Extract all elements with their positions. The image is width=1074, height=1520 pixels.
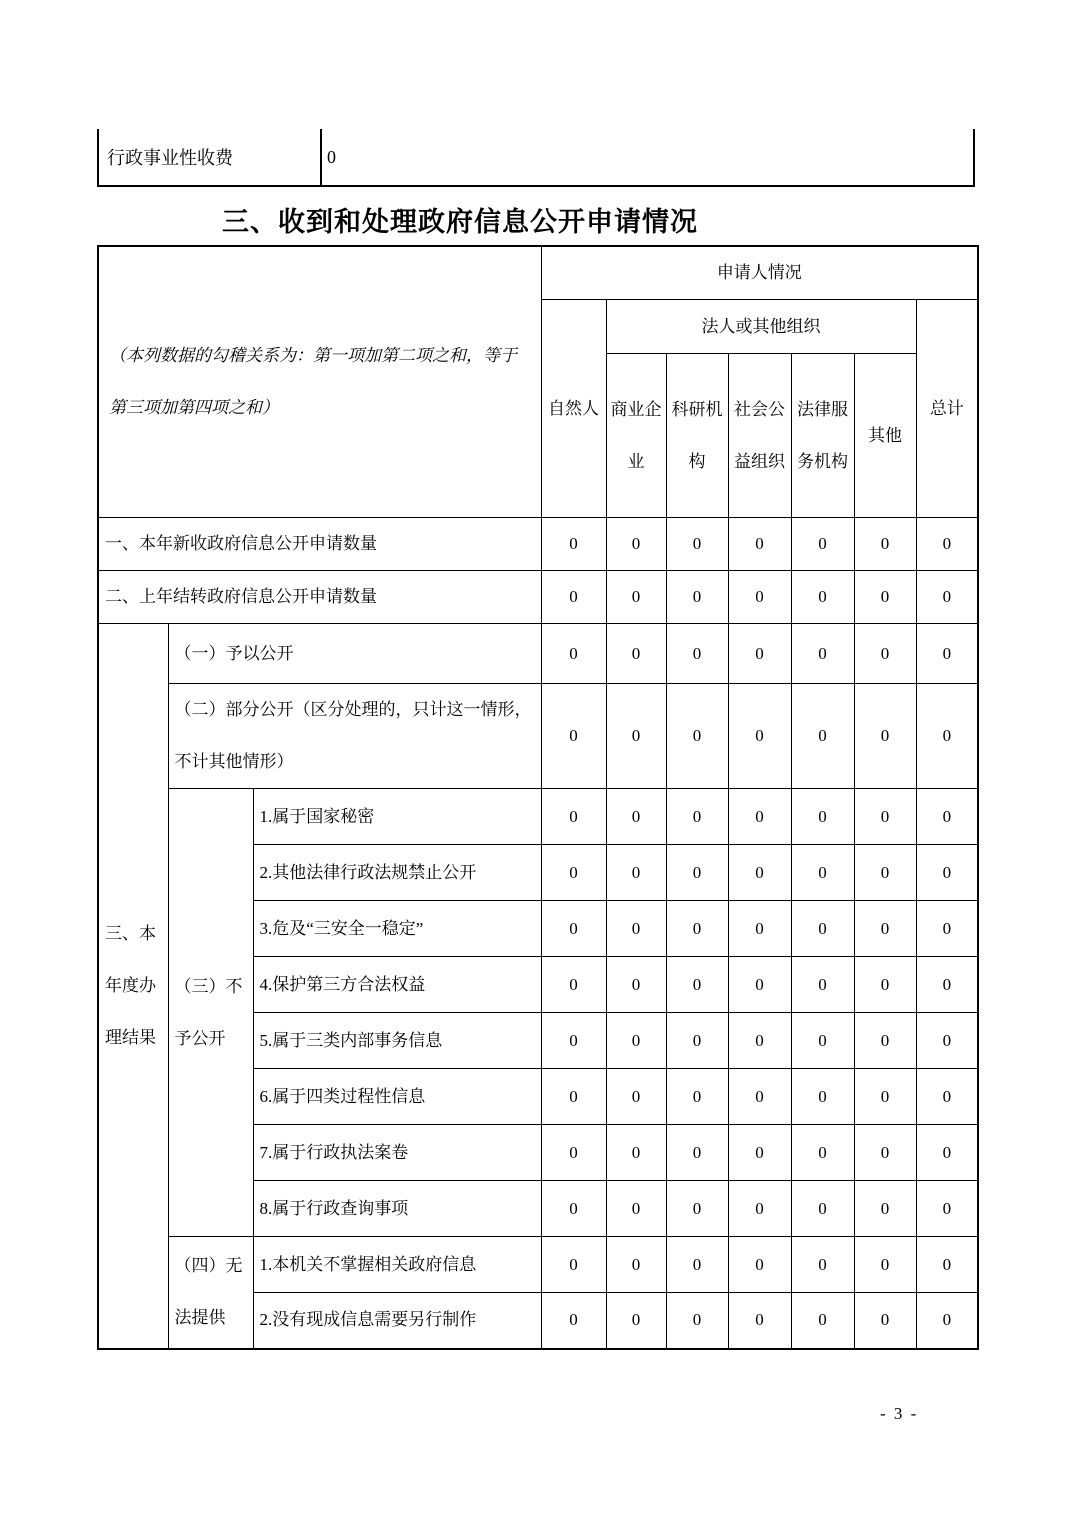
value-cell: 0 — [791, 845, 854, 901]
row-label-third-party-rights: 4.保护第三方合法权益 — [253, 957, 541, 1013]
row-label-partially-granted: （二）部分公开（区分处理的，只计这一情形，不计其他情形） — [168, 684, 541, 789]
table-row — [98, 518, 978, 571]
value-cell: 0 — [854, 845, 916, 901]
value-cell: 0 — [541, 624, 606, 684]
value-cell: 0 — [854, 1125, 916, 1181]
value-cell: 0 — [606, 845, 666, 901]
value-cell: 0 — [791, 901, 854, 957]
value-cell: 0 — [541, 1013, 606, 1069]
fee-row-label: 行政事业性收费 — [107, 148, 233, 168]
value-cell: 0 — [854, 957, 916, 1013]
value-cell: 0 — [666, 1293, 728, 1349]
value-cell: 0 — [666, 1125, 728, 1181]
table-row — [98, 1237, 978, 1293]
table-row — [98, 624, 978, 684]
value-cell: 0 — [606, 789, 666, 845]
value-cell: 0 — [916, 571, 978, 624]
header-social-welfare-org: 社会公益组织 — [728, 354, 791, 518]
value-cell: 0 — [666, 518, 728, 571]
value-cell: 0 — [541, 684, 606, 789]
table-row — [98, 684, 978, 789]
value-cell: 0 — [916, 901, 978, 957]
row-label-process-info: 6.属于四类过程性信息 — [253, 1069, 541, 1125]
value-cell: 0 — [854, 1013, 916, 1069]
value-cell: 0 — [541, 957, 606, 1013]
row-label-not-held: 1.本机关不掌握相关政府信息 — [253, 1237, 541, 1293]
value-cell: 0 — [666, 901, 728, 957]
value-cell: 0 — [606, 901, 666, 957]
value-cell: 0 — [791, 1125, 854, 1181]
value-cell: 0 — [728, 1013, 791, 1069]
row-label-enforcement-files: 7.属于行政执法案卷 — [253, 1125, 541, 1181]
value-cell: 0 — [606, 1293, 666, 1349]
row-label-admin-inquiry: 8.属于行政查询事项 — [253, 1181, 541, 1237]
value-cell: 0 — [541, 518, 606, 571]
value-cell: 0 — [916, 789, 978, 845]
row-label-internal-affairs: 5.属于三类内部事务信息 — [253, 1013, 541, 1069]
value-cell: 0 — [666, 1013, 728, 1069]
value-cell: 0 — [541, 789, 606, 845]
value-cell: 0 — [728, 1125, 791, 1181]
header-commercial-enterprise: 商业企业 — [606, 354, 666, 518]
value-cell: 0 — [854, 901, 916, 957]
value-cell: 0 — [728, 845, 791, 901]
value-cell: 0 — [666, 684, 728, 789]
value-cell: 0 — [666, 789, 728, 845]
value-cell: 0 — [541, 1181, 606, 1237]
value-cell: 0 — [854, 1237, 916, 1293]
page-number: - 3 - — [880, 1404, 919, 1423]
value-cell: 0 — [791, 571, 854, 624]
value-cell: 0 — [541, 901, 606, 957]
top-table-fragment — [97, 129, 975, 187]
value-cell: 0 — [666, 571, 728, 624]
value-cell: 0 — [916, 684, 978, 789]
value-cell: 0 — [541, 1069, 606, 1125]
value-cell: 0 — [606, 957, 666, 1013]
header-other: 其他 — [854, 354, 916, 518]
row-label-granted: （一）予以公开 — [168, 624, 541, 684]
value-cell: 0 — [606, 624, 666, 684]
value-cell: 0 — [728, 1293, 791, 1349]
value-cell: 0 — [728, 624, 791, 684]
value-cell: 0 — [854, 518, 916, 571]
value-cell: 0 — [791, 518, 854, 571]
value-cell: 0 — [606, 1069, 666, 1125]
value-cell: 0 — [728, 789, 791, 845]
value-cell: 0 — [728, 1237, 791, 1293]
group-label-denied: （三）不予公开 — [168, 789, 253, 1237]
value-cell: 0 — [916, 845, 978, 901]
value-cell: 0 — [728, 1181, 791, 1237]
header-research-institution: 科研机构 — [666, 354, 728, 518]
value-cell: 0 — [916, 1125, 978, 1181]
value-cell: 0 — [728, 901, 791, 957]
value-cell: 0 — [606, 1125, 666, 1181]
value-cell: 0 — [541, 845, 606, 901]
value-cell: 0 — [854, 1069, 916, 1125]
value-cell: 0 — [791, 684, 854, 789]
info-request-table — [97, 245, 979, 1350]
value-cell: 0 — [916, 1293, 978, 1349]
section-title: 三、收到和处理政府信息公开申请情况 — [222, 207, 698, 237]
value-cell: 0 — [854, 571, 916, 624]
value-cell: 0 — [791, 624, 854, 684]
value-cell: 0 — [606, 1237, 666, 1293]
value-cell: 0 — [854, 684, 916, 789]
header-legal-service-org: 法律服务机构 — [791, 354, 854, 518]
value-cell: 0 — [854, 624, 916, 684]
group-label-unable-to-provide: （四）无法提供 — [168, 1237, 253, 1349]
value-cell: 0 — [606, 1181, 666, 1237]
value-cell: 0 — [916, 624, 978, 684]
value-cell: 0 — [728, 684, 791, 789]
value-cell: 0 — [541, 1125, 606, 1181]
value-cell: 0 — [854, 1181, 916, 1237]
value-cell: 0 — [791, 957, 854, 1013]
value-cell: 0 — [916, 518, 978, 571]
value-cell: 0 — [791, 789, 854, 845]
value-cell: 0 — [728, 518, 791, 571]
value-cell: 0 — [606, 684, 666, 789]
row-label-new-requests: 一、本年新收政府信息公开申请数量 — [98, 518, 541, 571]
value-cell: 0 — [916, 957, 978, 1013]
header-applicant: 申请人情况 — [541, 246, 978, 300]
header-legal-org: 法人或其他组织 — [606, 300, 916, 354]
row-label-endanger-security: 3.危及“三安全一稳定” — [253, 901, 541, 957]
value-cell: 0 — [791, 1237, 854, 1293]
value-cell: 0 — [916, 1069, 978, 1125]
header-natural-person: 自然人 — [541, 300, 606, 518]
value-cell: 0 — [791, 1069, 854, 1125]
value-cell: 0 — [541, 1293, 606, 1349]
value-cell: 0 — [541, 1237, 606, 1293]
header-total: 总计 — [916, 300, 978, 518]
value-cell: 0 — [606, 1013, 666, 1069]
row-label-needs-creation: 2.没有现成信息需要另行制作 — [253, 1293, 541, 1349]
value-cell: 0 — [791, 1293, 854, 1349]
value-cell: 0 — [791, 1181, 854, 1237]
value-cell: 0 — [728, 571, 791, 624]
header-row-1 — [98, 246, 978, 300]
value-cell: 0 — [728, 1069, 791, 1125]
value-cell: 0 — [916, 1181, 978, 1237]
row-label-carried-over: 二、上年结转政府信息公开申请数量 — [98, 571, 541, 624]
value-cell: 0 — [541, 571, 606, 624]
value-cell: 0 — [666, 624, 728, 684]
value-cell: 0 — [854, 789, 916, 845]
row-label-state-secret: 1.属于国家秘密 — [253, 789, 541, 845]
value-cell: 0 — [916, 1237, 978, 1293]
fee-row-value: 0 — [320, 129, 973, 185]
reconciliation-note: （本列数据的勾稽关系为：第一项加第二项之和，等于第三项加第四项之和） — [98, 246, 541, 518]
value-cell: 0 — [916, 1013, 978, 1069]
value-cell: 0 — [666, 1181, 728, 1237]
table-row — [98, 571, 978, 624]
value-cell: 0 — [791, 1013, 854, 1069]
value-cell: 0 — [728, 957, 791, 1013]
value-cell: 0 — [666, 1069, 728, 1125]
value-cell: 0 — [666, 845, 728, 901]
value-cell: 0 — [666, 1237, 728, 1293]
table-row — [98, 789, 978, 845]
value-cell: 0 — [606, 518, 666, 571]
row-label-other-law-prohibited: 2.其他法律行政法规禁止公开 — [253, 845, 541, 901]
value-cell: 0 — [666, 957, 728, 1013]
value-cell: 0 — [606, 571, 666, 624]
section3-label: 三、本年度办理结果 — [98, 624, 168, 1349]
value-cell: 0 — [854, 1293, 916, 1349]
